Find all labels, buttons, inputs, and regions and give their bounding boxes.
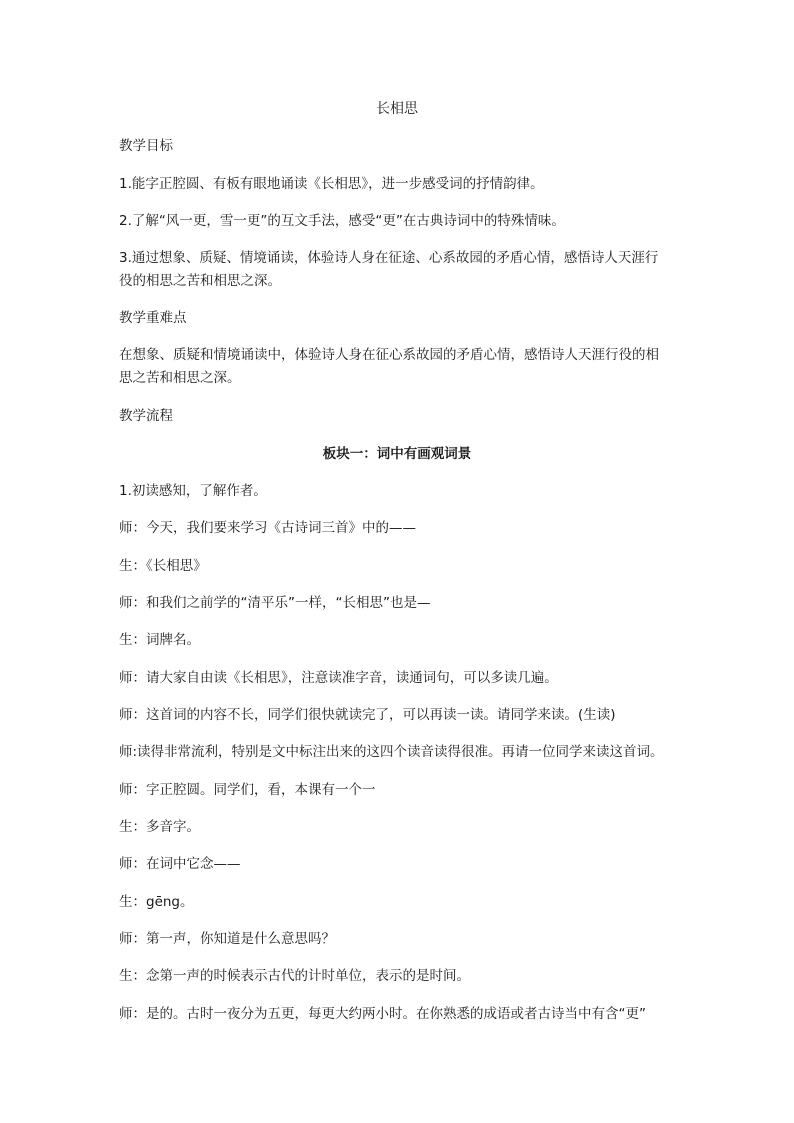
dialogue-line: 师：和我们之前学的“清平乐”一样，“长相思”也是— <box>119 595 431 611</box>
dialogue-line: 生：词牌名。 <box>119 632 200 648</box>
objective-1: 1.能字正腔圆、有板有眼地诵读《长相思》，进一步感受词的抒情韵律。 <box>119 176 544 192</box>
key-points-line-2: 思之苦和相思之深。 <box>119 370 241 386</box>
objectives-heading: 教学目标 <box>119 138 173 154</box>
objective-3-line-2: 役的相思之苦和相思之深。 <box>119 273 281 289</box>
dialogue-line: 师:读得非常流利，特别是文中标注出来的这四个读音读得很准。再请一位同学来读这首词。 <box>119 744 664 760</box>
dialogue-line: 师：在词中它念—— <box>119 856 241 872</box>
dialogue-line: 师：今天，我们要来学习《古诗词三首》中的—— <box>119 520 416 536</box>
objective-3-line-1: 3.通过想象、质疑、情境诵读，体验诗人身在征途、心系故园的矛盾心情，感悟诗人天涯行 <box>119 250 659 266</box>
dialogue-line: 师：这首词的内容不长，同学们很快就读完了，可以再读一读。请同学来读。(生读) <box>119 707 616 723</box>
dialogue-line: 师：是的。古时一夜分为五更，每更大约两小时。在你熟悉的成语或者古诗当中有含“更” <box>119 1006 646 1022</box>
dialogue-line: 师：第一声，你知道是什么意思吗？ <box>119 931 335 947</box>
key-points-heading: 教学重难点 <box>119 310 187 326</box>
dialogue-line: 生：《长相思》 <box>119 558 207 574</box>
objective-2: 2.了解“风一更，雪一更”的互文手法，感受“更”在古典诗词中的特殊情味。 <box>119 213 565 229</box>
process-heading: 教学流程 <box>119 408 173 424</box>
dialogue-line: 生：多音字。 <box>119 819 200 835</box>
key-points-line-1: 在想象、质疑和情境诵读中，体验诗人身在征心系故园的矛盾心情，感悟诗人天涯行役的相 <box>119 347 659 363</box>
dialogue-line: 生：gēng。 <box>119 894 194 910</box>
dialogue-line: 师：请大家自由读《长相思》，注意读准字音，读通词句，可以多读几遍。 <box>119 670 558 686</box>
step-1: 1.初读感知，了解作者。 <box>119 483 267 499</box>
document-title: 长相思 <box>376 101 418 117</box>
section-title: 板块一：词中有画观词景 <box>322 446 472 462</box>
dialogue-line: 师：字正腔圆。同学们，看，本课有一个一 <box>119 782 376 798</box>
dialogue-line: 生：念第一声的时候表示古代的计时单位，表示的是时间。 <box>119 968 470 984</box>
